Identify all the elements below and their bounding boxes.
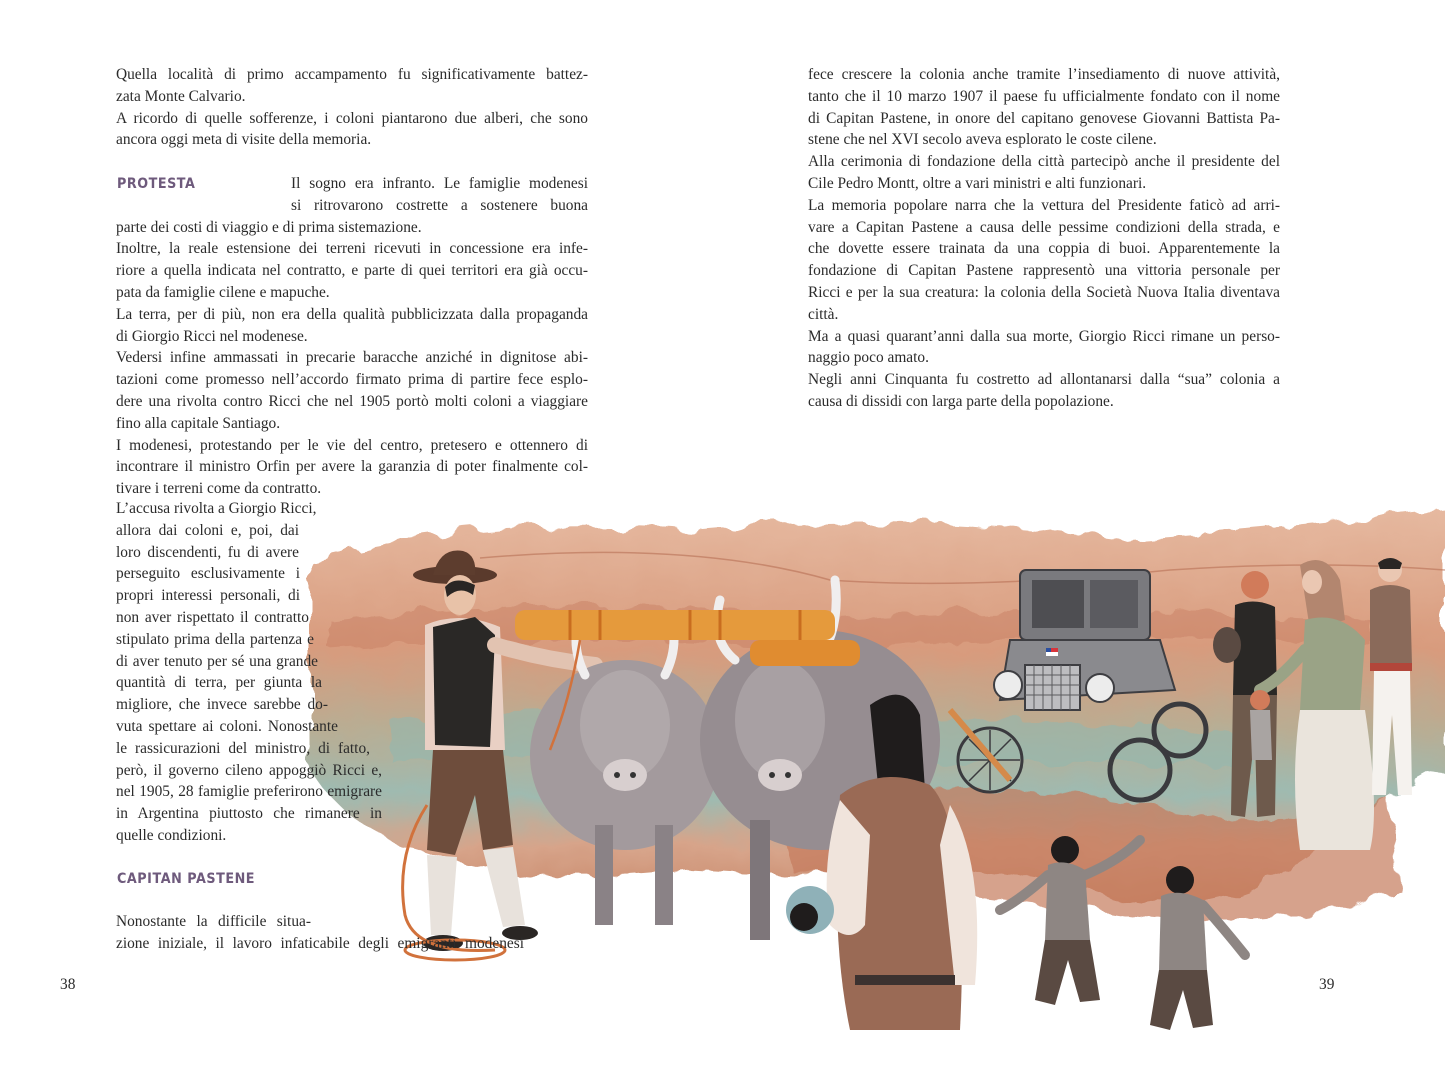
text-line: che dovette essere trainata da una coppia di buoi. Apparentemente la [808,240,1280,258]
text-line: in Argentina piuttosto che rimanere in [116,805,382,823]
text-line: zione iniziale, il lavoro infaticabile degli emigranti modenesi [116,934,524,952]
text-line: fondazione di Capitan Pastene rappresentò una vittoria personale per [808,262,1280,280]
text-line: causa di dissidi con larga parte della popolazione. [808,392,1114,410]
section-heading-capitan-pastene: CAPITAN PASTENE [117,871,256,887]
text-line: però, il governo cileno appoggiò Ricci e, [116,761,382,779]
text-line: vuta spettare ai coloni. Nonostante [116,717,338,735]
text-line: Negli anni Cinquanta fu costretto ad allontanarsi dalla “sua” colonia a [808,371,1280,389]
text-line: le rassicurazioni del ministro, di fatto, [116,739,370,757]
text-line: La terra, per di più, non era della qualità pubblicizzata dalla propaganda [116,305,588,323]
text-line: città. [808,305,839,323]
text-line: Inoltre, la reale estensione dei terreni ricevuti in concessione era infe- [116,240,588,258]
text-line: migliore, che invece sarebbe do- [116,696,328,714]
text-line: I modenesi, protestando per le vie del centro, pretesero e ottennero di [116,436,588,454]
text-line: loro discendenti, fu di avere [116,543,299,561]
text-line: Vedersi infine ammassati in precarie baracche anziché in dignitose abi- [116,349,588,367]
text-line: tivare i terreni come da contratto. [116,480,322,498]
text-line: Cile Pedro Montt, oltre a vari ministri e alti funzionari. [808,174,1147,192]
text-line: non aver rispettato il contratto [116,608,309,626]
text-line: quantità di terra, per giunta la [116,674,322,692]
text-line: Nonostante la difficile situa- [116,913,311,930]
protesta-body [116,217,588,500]
text-line: ancora oggi meta di visite della memoria. [116,131,372,149]
text-line: riore a quella indicata nel contratto, e parte di quei territori era già occu- [116,262,588,280]
text-line: propri interessi personali, di [116,587,300,605]
section-heading-protesta: PROTESTA [117,176,196,192]
text-line: di Giorgio Ricci nel modenese. [116,327,308,345]
capitan-pastene-body [116,911,524,955]
text-line: Ma a quasi quarant’anni dalla sua morte, Giorgio Ricci rimane un perso- [808,327,1280,345]
text-line: nel 1905, 28 famiglie preferirono emigrare [116,783,382,801]
text-line: Quella località di primo accampamento fu significativamente battez- [116,66,588,83]
text-line: Ricci e per la sua creatura: la colonia della Società Nuova Italia diventava [808,283,1280,301]
right-page-body [808,64,1280,413]
text-line: quelle condizioni. [116,826,227,844]
text-line: perseguito esclusivamente i [116,565,300,583]
text-line: L’accusa rivolta a Giorgio Ricci, [116,500,317,517]
text-line: tanto che il 10 marzo 1907 il paese fu ufficialmente fondato con il nome [808,87,1280,105]
text-line: di Capitan Pastene, in onore del capitano genovese Giovanni Battista Pa- [808,109,1280,127]
text-line: Il sogno era infranto. Le famiglie modenesi [291,175,588,192]
text-line: si ritrovarono costrette a sostenere buona [291,196,588,214]
text-line: A ricordo di quelle sofferenze, i coloni piantarono due alberi, che sono [116,109,588,127]
text-line: vare a Capitan Pastene a causa delle pessime condizioni della strada, e [808,218,1280,236]
text-line: di aver tenuto per sé una grande [116,652,318,670]
text-line: stipulato prima della partenza e [116,630,314,648]
text-line: parte dei costi di viaggio e di prima sistemazione. [116,218,422,236]
page-number-left: 38 [60,976,76,993]
text-line: dere una rivolta contro Ricci che nel 1905 portò molti coloni a viaggiare [116,392,588,410]
text-line: naggio poco amato. [808,349,929,367]
protesta-wrapped-paragraph [116,498,382,847]
text-line: fino alla capitale Santiago. [116,414,281,432]
text-line: Alla cerimonia di fondazione della città partecipò anche il presidente del [808,153,1280,171]
protesta-side-paragraph [291,173,588,217]
page-number-right: 39 [1319,976,1335,993]
text-line: tazioni come promesso nell’accordo firmato prima di partire fece esplo- [116,371,588,389]
text-line: stene che nel XVI secolo aveva esplorato le coste cilene. [808,131,1157,149]
text-line: incontrare il ministro Orfin per avere la garanzia di poter finalmente col- [116,458,588,476]
text-line: zata Monte Calvario. [116,87,246,105]
left-intro-paragraph [116,64,588,151]
text-line: fece crescere la colonia anche tramite l’insediamento di nuove attività, [808,66,1280,83]
text-line: allora dai coloni e, poi, dai [116,521,299,539]
text-line: La memoria popolare narra che la vettura del Presidente faticò ad arri- [808,196,1280,214]
text-line: pata da famiglie cilene e mapuche. [116,283,330,301]
